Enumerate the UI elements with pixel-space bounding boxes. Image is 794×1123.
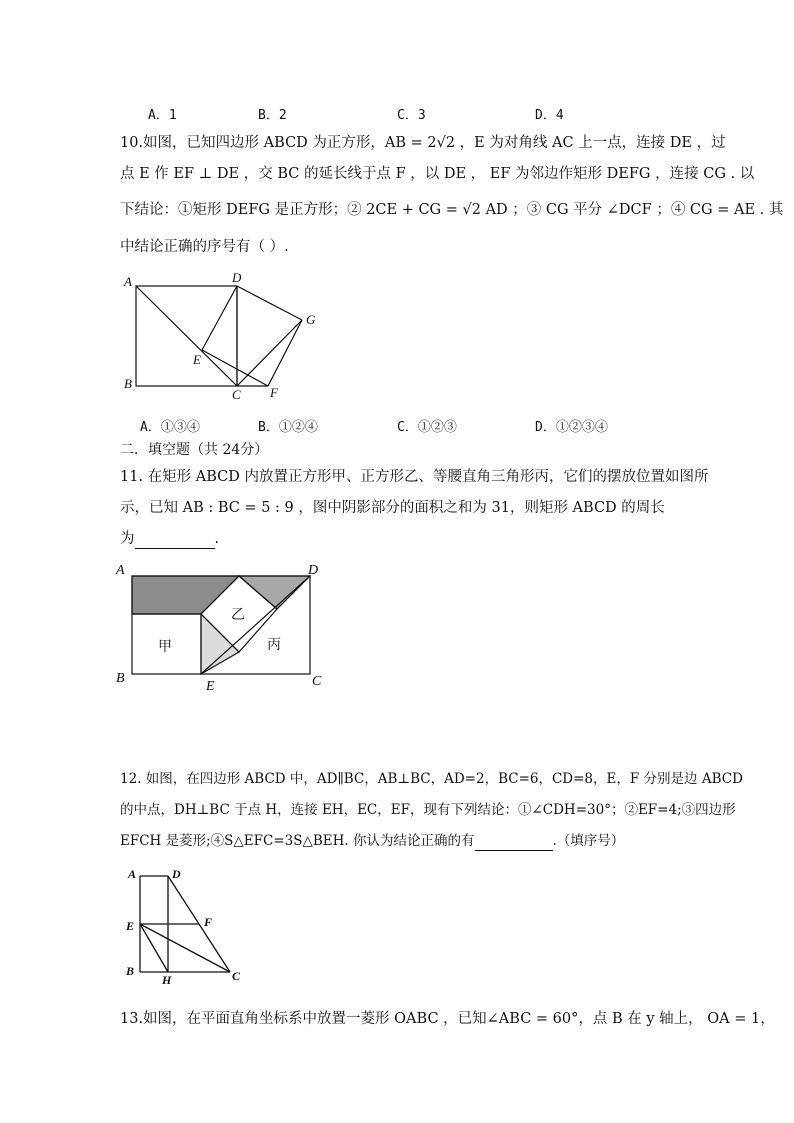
q10-line-2: 点 E 作 EF ⊥ DE ，交 BC 的延长线于点 F ，以 DE ， EF 为邻边作矩形 DEFG ，连接 CG . 以 [120,166,755,182]
label-a: A [124,274,132,289]
q10-option-b: B．①②④ [258,420,318,435]
label-g: G [306,312,316,327]
label-jia: 甲 [158,640,172,655]
q12-line-3: EFCH 是菱形;④S△EFC=3S△BEH. 你认为结论正确的有 .（填序号） [120,833,625,849]
label-c: C [312,674,322,689]
option-a: A．1 [148,108,177,123]
q10-figure [118,268,328,408]
label-f: F [270,385,278,400]
q12-line-2: 的中点，DH⊥BC 于点 H，连接 EH，EC，EF，现有下列结论：①∠CDH=30°；②EF=4;③四边形 [120,802,736,818]
q10-option-a: A．①③④ [140,420,200,435]
label-d: D [232,270,242,285]
diagonal-ac [136,286,237,386]
q10-line-3: 下结论：①矩形 DEFG 是正方形；② 2CE + CG = √2 AD ；③ CG 平分 ∠DCF ；④ CG = AE . 其 [120,202,784,218]
q11-answer-blank[interactable] [135,534,215,549]
q11-line-3: 为 . [120,531,220,547]
label-e: E [193,352,201,367]
label-b: B [124,376,132,391]
label-d: D [308,563,319,578]
segment-de [202,286,237,350]
shaded-region-top-right [239,576,310,609]
q12-answer-blank[interactable] [475,836,553,851]
label-c: C [232,969,241,983]
option-c: C．3 [397,108,426,123]
q11-line-2: 示，已知 AB : BC = 5 : 9 ，图中阴影部分的面积之和为 31，则矩形 ABCD 的周长 [120,500,665,516]
segment-gf [268,320,302,386]
shaded-region-bottom [201,614,239,674]
label-e: E [126,919,135,933]
segment-ef [202,350,268,386]
segment-dg [237,286,302,320]
label-d: D [172,867,181,881]
option-d: D．4 [535,108,564,123]
option-b: B．2 [258,108,287,123]
label-f: F [204,915,213,929]
label-h: H [162,973,172,987]
section-heading: 二．填空题（共 24分） [120,442,269,458]
q10-option-d: D．①②③④ [535,420,608,435]
q12-figure [118,862,253,987]
q12-line-1: 12. 如图，在四边形 ABCD 中，AD∥BC，AB⊥BC，AD=2，BC=6，CD=8，E，F 分别是边 ABCD [120,771,743,787]
label-e: E [206,679,215,693]
q11-figure [112,558,332,693]
shaded-region-top-left [132,576,239,614]
label-a: A [116,563,125,578]
q11-line-1: 11. 在矩形 ABCD 内放置正方形甲、正方形乙、等腰直角三角形丙，它们的摆放位置如图所 [120,469,709,485]
q10-line-4: 中结论正确的序号有（ ）. [120,239,289,255]
q10-option-c: C．①②③ [397,420,457,435]
label-b: B [116,671,125,686]
segment-cg [237,320,302,386]
label-c: C [232,387,241,402]
label-bing: 丙 [267,638,281,653]
q13-line-1: 13.如图，在平面直角坐标系中放置一菱形 OABC ，已知∠ABC = 60°，点 B 在 y 轴上， OA = 1， [120,1011,775,1027]
label-yi: 乙 [231,608,245,623]
label-b: B [126,964,135,978]
label-a: A [128,867,137,881]
q10-line-1: 10.如图，已知四边形 ABCD 为正方形，AB = 2√2 ，E 为对角线 AC 上一点，连接 DE ，过 [120,135,726,151]
